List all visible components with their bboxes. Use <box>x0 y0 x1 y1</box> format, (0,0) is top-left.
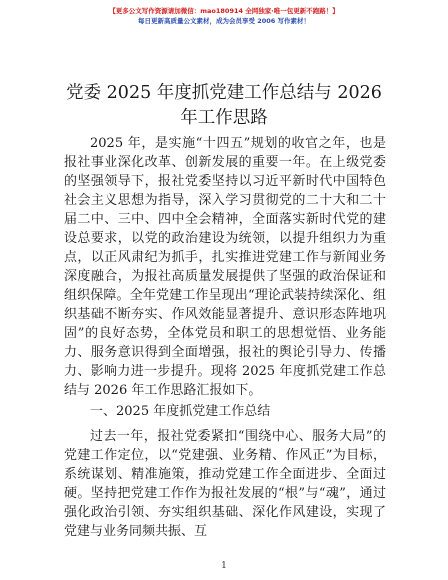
promo-banner-line1: 【更多公文写作资源请加微信：mao180914 全网独家·唯一包更新不跑路！】 <box>109 7 339 15</box>
intro-paragraph: 2025 年，是实施“十四五”规划的收官之年，也是报社事业深化改革、创新发展的重要一年。在上级党委的坚强领导下，报社党委坚持以习近平新时代中国特色社会主义思想为指导，深入学习贯彻党的二十大和二十届二中、三中、四中全会精神，全面落实新时代党的建设总要求，以党的政治建设为统领，以提升组织力为重点，以正风肃纪为抓手，扎实推进党建工作与新闻业务深度融合，为报社高质量发展提供了坚强的政治保证和组织保障。全年党建工作呈现出“理论武装持续深化、组织基础不断夯实、作风效能显著提升、意识形态阵地巩固”的良好态势，全体党员和职工的思想觉悟、业务能力、服务意识得到全面增强，报社的舆论引导力、传播力、影响力进一步提升。现将 2025 年度抓党建工作总结与 2026 年工作思路汇报如下。 <box>64 136 386 398</box>
document-title: 党委 2025 年度抓党建工作总结与 2026 年工作思路 <box>66 83 382 128</box>
page-number: 1 <box>221 561 227 571</box>
section-paragraph: 过去一年，报社党委紧扣“围绕中心、服务大局”的党建工作定位，以“党建强、业务精、作风正”为目标，系统谋划、精准施策，推动党建工作全面进步、全面过硬。坚持把党建工作作为报社发展的“根”与“魂”，通过强化政治引领、夯实组织基础、深化作风建设，实现了党建与业务同频共振、互 <box>64 429 386 539</box>
promo-banner <box>0 6 448 26</box>
promo-banner-line2: 每日更新高质量公文素材，成为会员享受 2006 写作素材！ <box>137 17 311 25</box>
section-heading: 一、2025 年度抓党建工作总结 <box>90 404 271 419</box>
